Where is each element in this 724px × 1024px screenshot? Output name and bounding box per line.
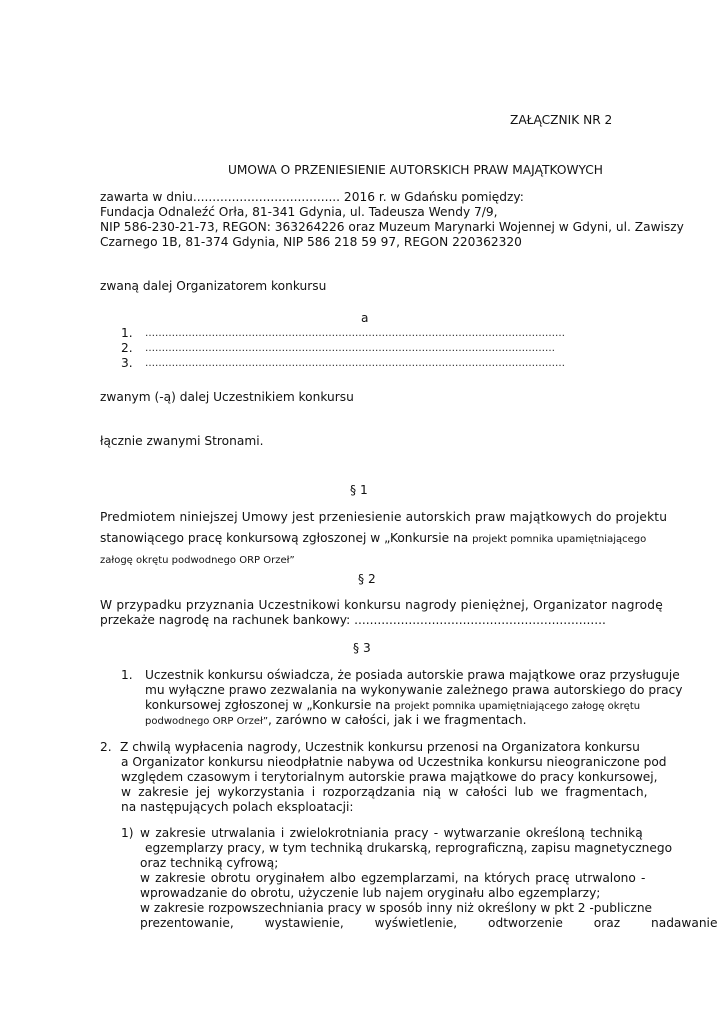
- section-heading: § 3: [353, 641, 371, 655]
- contract-date-line: zawarta w dniu...................................... 2016 r. w Gdańsku pomiędzy:: [100, 190, 524, 204]
- paragraph-line: w zakresie utrwalania i zwielokrotniania pracy - wytwarzanie określoną techniką: [140, 826, 643, 840]
- paragraph-line: względem czasowym i terytorialnym autorskie prawa majątkowe do pracy konkursowej,: [121, 770, 658, 784]
- paragraph-line: oraz techniką cyfrową;: [140, 856, 279, 870]
- paragraph-line: w zakresie obrotu oryginałem albo egzemplarzami, na których pracę utrwalono -: [140, 871, 646, 885]
- text-segment: projekt pomnika upamiętniającego załogę okrętu: [394, 701, 641, 712]
- paragraph-line: na następujących polach eksploatacji:: [121, 800, 354, 814]
- party-number: 1.: [121, 326, 133, 340]
- paragraph-line: a Organizator konkursu nieodpłatnie nabywa od Uczestnika konkursu nieograniczone pod: [121, 755, 667, 769]
- paragraph-line: Uczestnik konkursu oświadcza, że posiada autorskie prawa majątkowe oraz przysługuje: [145, 668, 680, 682]
- paragraph-line: wprowadzanie do obrotu, użyczenie lub najem oryginału albo egzemplarzy;: [140, 886, 601, 900]
- paragraph-line: egzemplarzy pracy, w tym techniką drukarską, reprograficzną, zapisu magnetycznego: [145, 841, 673, 855]
- party-line: Fundacja Odnaleźć Orła, 81-341 Gdynia, ul. Tadeusza Wendy 7/9,: [100, 205, 498, 219]
- paragraph-line: Z chwilą wypłacenia nagrody, Uczestnik konkursu przenosi na Organizatora konkursu: [120, 740, 640, 754]
- document-title: UMOWA O PRZENIESIENIE AUTORSKICH PRAW MAJĄTKOWYCH: [228, 163, 603, 177]
- parties-joint-label: łącznie zwanymi Stronami.: [100, 434, 264, 448]
- party-fill-line: ……………………………………………………………………………………………………………: [145, 343, 555, 354]
- list-number: 2.: [100, 740, 112, 754]
- text-segment: stanowiącego pracę konkursową zgłoszonej w „Konkursie na: [100, 531, 469, 545]
- paragraph-line: Predmiotem niniejszej Umowy jest przeniesienie autorskich praw majątkowych do projektu: [100, 510, 668, 524]
- paragraph-line: załogę okrętu podwodnego ORP Orzeł”: [100, 555, 295, 566]
- paragraph-line: [145, 713, 527, 729]
- party-number: 2.: [121, 341, 133, 355]
- text-segment: konkursowej zgłoszonej w „Konkursie na: [145, 698, 391, 712]
- text-segment: , zarówno w całości, jak i we fragmentach.: [268, 713, 527, 727]
- list-number: 1): [121, 826, 134, 840]
- paragraph-line: prezentowanie, wystawienie, wyświetlenie, odtworzenie oraz nadawanie: [140, 916, 718, 930]
- text-segment: podwodnego ORP Orzeł”: [145, 716, 269, 727]
- text-segment: projekt pomnika upamiętniającego: [472, 534, 647, 545]
- paragraph-line: [145, 698, 640, 714]
- paragraph-line: [100, 531, 646, 547]
- party-fill-line: ………………………………………………………………………………………………………………: [145, 328, 565, 339]
- paragraph-line: w zakresie rozpowszechniania pracy w sposób inny niż określony w pkt 2 -publiczne: [140, 901, 653, 915]
- annex-label: ZAŁĄCZNIK NR 2: [510, 113, 613, 127]
- conjunction: a: [361, 311, 369, 325]
- section-heading: § 1: [350, 483, 368, 497]
- participant-label: zwanym (-ą) dalej Uczestnikiem konkursu: [100, 390, 354, 404]
- paragraph-line: W przypadku przyznania Uczestnikowi konkursu nagrody pieniężnej, Organizator nagrodę: [100, 598, 663, 612]
- party-line: NIP 586-230-21-73, REGON: 363264226 oraz Muzeum Marynarki Wojennej w Gdyni, ul. Zawiszy: [100, 220, 684, 234]
- bank-account-line: przekaże nagrodę na rachunek bankowy: .................................................................: [100, 613, 606, 627]
- party-number: 3.: [121, 356, 133, 370]
- party-line: Czarnego 1B, 81-374 Gdynia, NIP 586 218 59 97, REGON 220362320: [100, 235, 522, 249]
- paragraph-line: mu wyłączne prawo zezwalania na wykonywanie zależnego prawa autorskiego do pracy: [145, 683, 683, 697]
- organizer-label: zwaną dalej Organizatorem konkursu: [100, 279, 327, 293]
- paragraph-line: w zakresie jej wykorzystania i rozporządzania nią w całości lub we fragmentach,: [121, 785, 648, 799]
- section-heading: § 2: [358, 572, 376, 586]
- list-number: 1.: [121, 668, 133, 682]
- party-fill-line: ………………………………………………………………………………………………………………: [145, 358, 565, 369]
